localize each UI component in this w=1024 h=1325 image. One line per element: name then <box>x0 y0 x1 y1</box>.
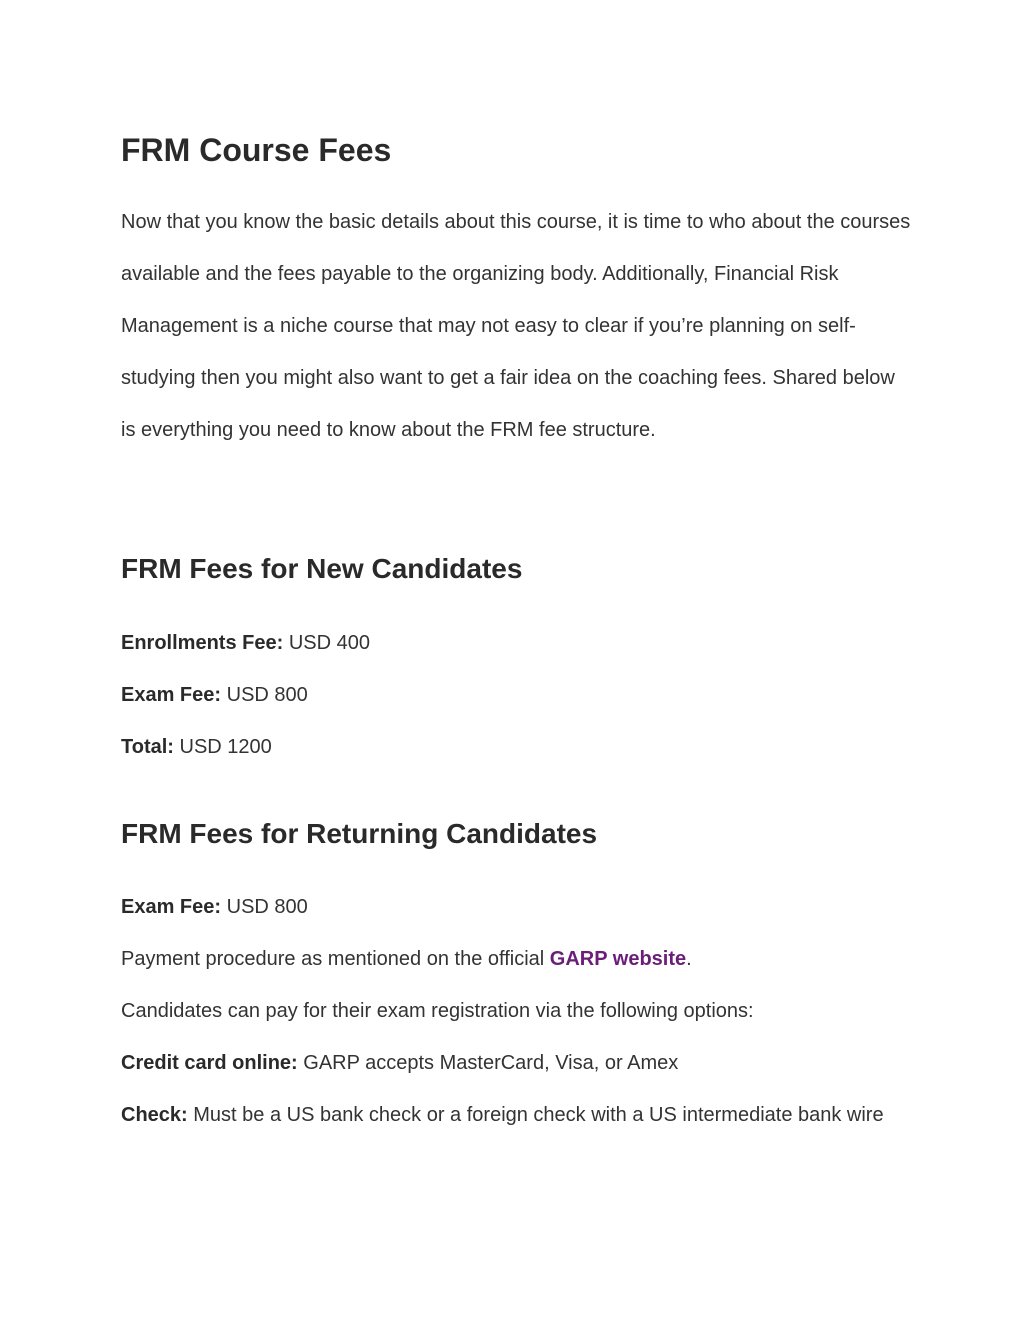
returning-exam-fee-label: Exam Fee: <box>121 896 222 918</box>
credit-card-label: Credit card online: <box>121 1052 298 1074</box>
returning-exam-fee-line <box>121 881 308 933</box>
enrollment-fee-line <box>121 617 370 669</box>
page-title: FRM Course Fees <box>121 132 392 168</box>
total-fee-label: Total: <box>121 736 174 758</box>
garp-website-link[interactable]: GARP website <box>549 948 687 970</box>
exam-fee-line <box>121 669 308 721</box>
exam-fee-value: USD 800 <box>221 684 308 706</box>
total-fee-line <box>121 721 272 773</box>
returning-candidates-heading: FRM Fees for Returning Candidates <box>121 818 598 849</box>
exam-fee-label: Exam Fee: <box>121 684 222 706</box>
enrollment-fee-label: Enrollments Fee: <box>121 632 284 654</box>
enrollment-fee-value: USD 400 <box>283 632 370 654</box>
payment-procedure-text: Payment procedure as mentioned on the official <box>121 948 550 970</box>
check-line <box>121 1089 911 1141</box>
payment-options-intro: Candidates can pay for their exam registration via the following options: <box>121 1000 754 1022</box>
credit-card-line <box>121 1037 678 1089</box>
payment-procedure-end: . <box>686 948 692 970</box>
check-label: Check: <box>121 1104 188 1126</box>
total-fee-value: USD 1200 <box>173 736 272 758</box>
returning-exam-fee-value: USD 800 <box>221 896 308 918</box>
new-candidates-heading: FRM Fees for New Candidates <box>121 553 523 584</box>
payment-procedure-line <box>121 933 692 985</box>
check-value: Must be a US bank check or a foreign check with a US intermediate bank wire <box>187 1104 884 1126</box>
intro-paragraph: Now that you know the basic details about this course, it is time to who about the courses available and the fees payable to the organizing body. Additionally, Financial Risk Management is a niche course that may not easy to clear if you’re planning on self-studying then you might also want to get a fair idea on the coaching fees. Shared below is everything you need to know about the FRM fee structure. <box>121 211 911 441</box>
credit-card-value: GARP accepts MasterCard, Visa, or Amex <box>297 1052 679 1074</box>
